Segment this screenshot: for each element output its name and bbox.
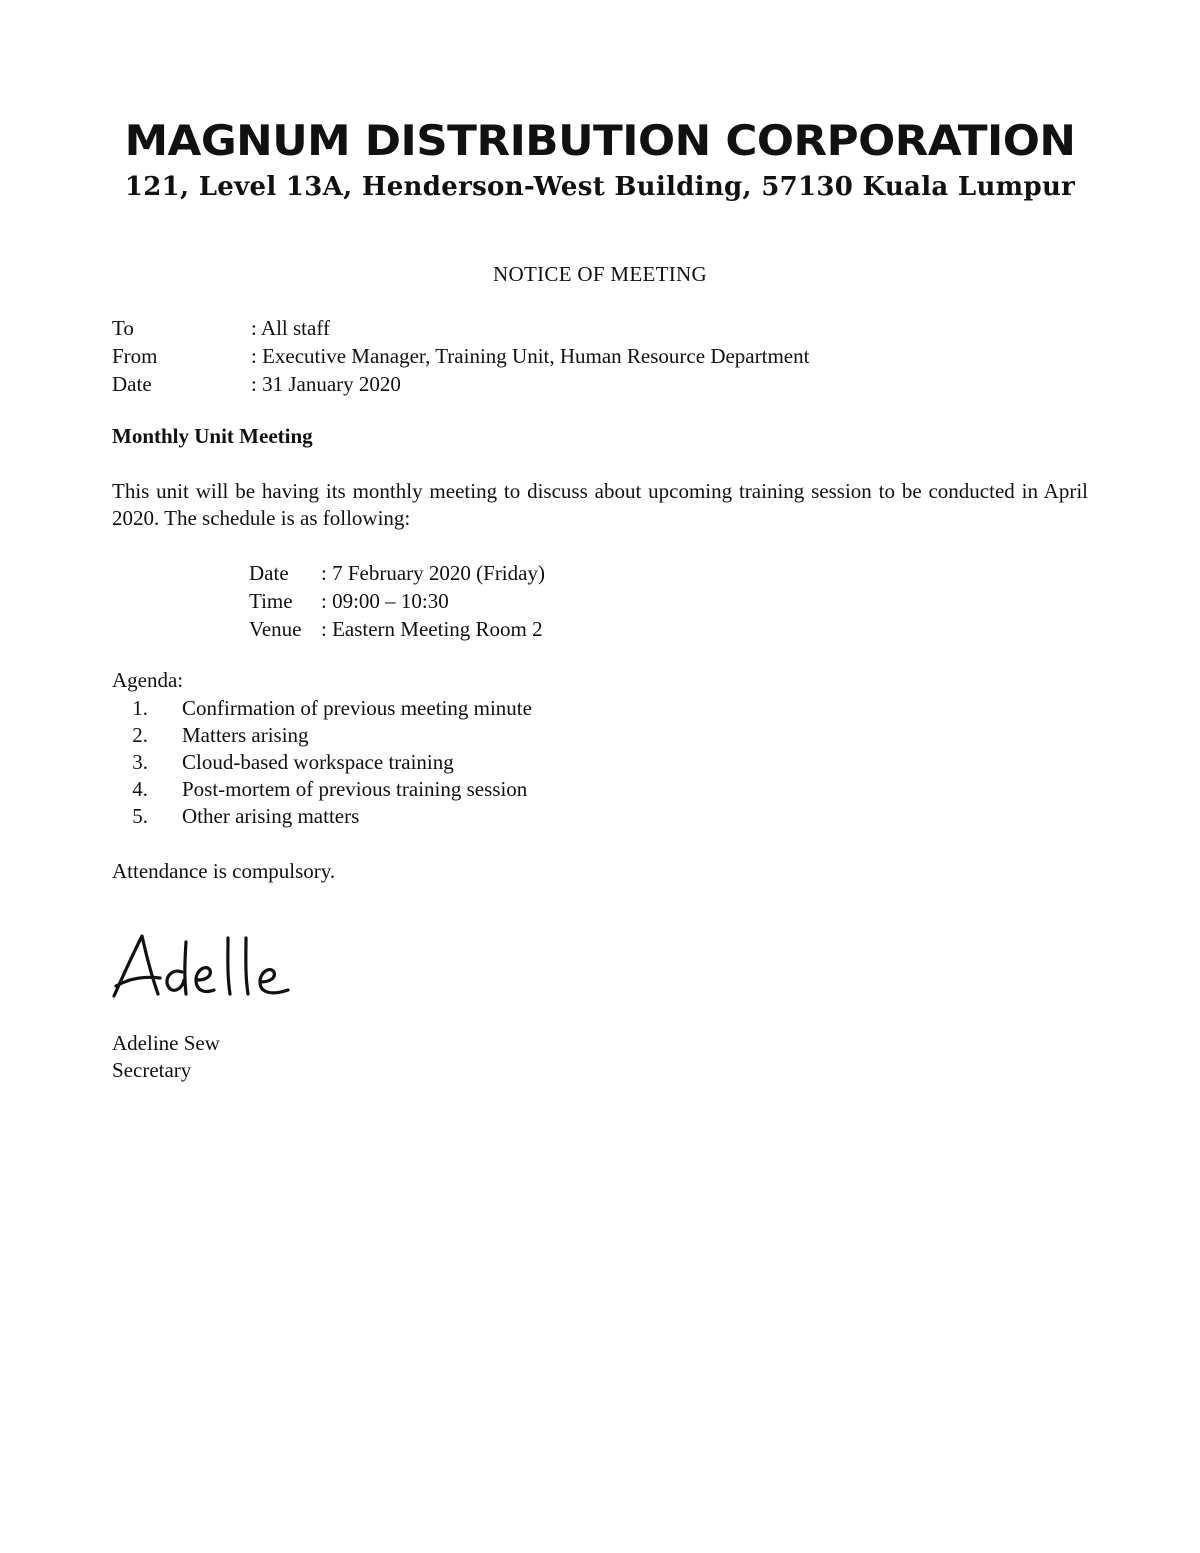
to-row — [112, 314, 809, 342]
schedule-venue-label: Venue — [249, 616, 302, 641]
agenda-list — [112, 695, 532, 830]
signer-title: Secretary — [112, 1058, 192, 1082]
body-paragraph: This unit will be having its monthly meeting to discuss about upcoming training session to be conducted in April 2020. The schedule is as following: — [112, 479, 1088, 530]
signer-block — [112, 1030, 220, 1084]
date-row — [112, 370, 809, 398]
signer-name: Adeline Sew — [112, 1031, 220, 1055]
memo-header — [112, 314, 809, 398]
agenda-item — [112, 803, 532, 830]
agenda-item — [112, 749, 532, 776]
agenda-label: Agenda: — [112, 668, 184, 692]
meeting-schedule — [249, 559, 545, 643]
schedule-date-value: : 7 February 2020 (Friday) — [321, 560, 545, 585]
agenda-item — [112, 776, 532, 803]
agenda-item-text: Cloud-based workspace training — [182, 750, 454, 774]
agenda-item-text: Other arising matters — [182, 804, 360, 828]
schedule-date-label: Date — [249, 560, 289, 585]
to-value: : All staff — [251, 315, 330, 340]
schedule-venue-value: : Eastern Meeting Room 2 — [321, 616, 543, 641]
schedule-time-label: Time — [249, 588, 293, 613]
agenda-item-text: Post-mortem of previous training session — [182, 777, 528, 801]
agenda-item-text: Confirmation of previous meeting minute — [182, 696, 532, 720]
agenda-item-number: 5. — [132, 804, 148, 828]
agenda-item-number: 3. — [132, 750, 148, 774]
agenda-item — [112, 695, 532, 722]
from-label: From — [112, 343, 158, 368]
schedule-time-value: : 09:00 – 10:30 — [321, 588, 449, 613]
agenda-item-text: Matters arising — [182, 723, 309, 747]
schedule-date-row — [249, 559, 545, 587]
notice-title: NOTICE OF MEETING — [493, 262, 707, 286]
agenda-item-number: 2. — [132, 723, 148, 747]
from-row — [112, 342, 809, 370]
attendance-note: Attendance is compulsory. — [112, 859, 336, 883]
schedule-time-row — [249, 587, 545, 615]
to-label: To — [112, 315, 134, 340]
date-label: Date — [112, 371, 152, 396]
agenda-item-number: 4. — [132, 777, 148, 801]
agenda-item — [112, 722, 532, 749]
meeting-subject: Monthly Unit Meeting — [112, 424, 313, 448]
handwritten-signature — [108, 928, 298, 1004]
company-address: 121, Level 13A, Henderson-West Building, 57130 Kuala Lumpur — [124, 172, 1076, 202]
agenda-item-number: 1. — [132, 696, 148, 720]
from-value: : Executive Manager, Training Unit, Human Resource Department — [251, 343, 810, 368]
date-value: : 31 January 2020 — [251, 371, 401, 396]
schedule-venue-row — [249, 615, 545, 643]
company-name: MAGNUM DISTRIBUTION CORPORATION — [124, 116, 1076, 165]
